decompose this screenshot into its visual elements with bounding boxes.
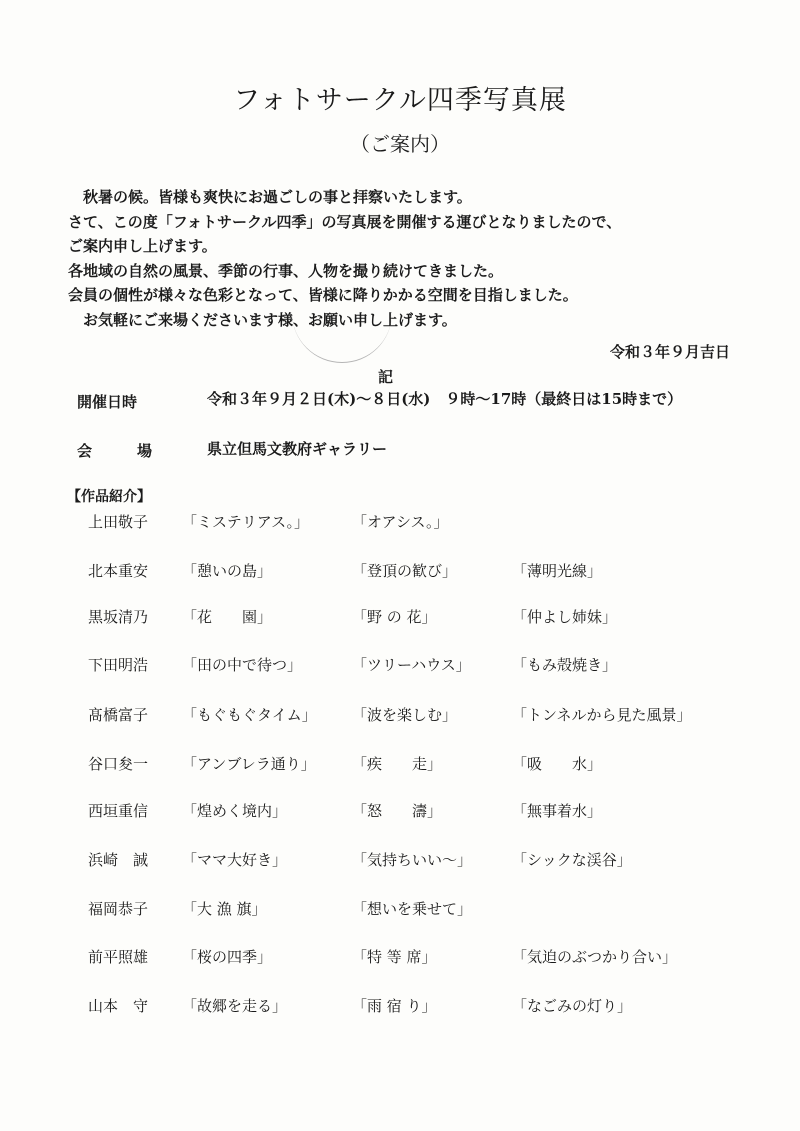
schedule-label: 開催日時 <box>77 393 138 411</box>
work-title: 「吸 水」 <box>512 755 603 773</box>
work-title: 「波を楽しむ」 <box>352 706 458 724</box>
work-title: 「薄明光線」 <box>512 562 603 580</box>
work-row <box>0 753 800 781</box>
work-title: 「シックな渓谷」 <box>512 851 632 869</box>
work-title: 「オアシス。」 <box>352 513 449 531</box>
artist-name: 黒坂清乃 <box>88 608 149 626</box>
work-title: 「ミステリアス。」 <box>182 513 310 531</box>
work-title: 「怒 濤」 <box>352 802 443 820</box>
work-title: 「ママ大好き」 <box>182 851 288 869</box>
venue-label-b: 場 <box>137 442 153 460</box>
work-title: 「桜の四季」 <box>182 948 273 966</box>
stamp-arc <box>292 300 392 363</box>
work-row <box>0 995 800 1023</box>
artist-name: 北本重安 <box>88 562 149 580</box>
work-row <box>0 606 800 634</box>
work-title: 「ツリーハウス」 <box>352 656 471 674</box>
work-row <box>0 560 800 588</box>
work-title: 「もみ殻焼き」 <box>512 656 618 674</box>
work-title: 「登頂の歓び」 <box>352 562 458 580</box>
works-heading: 【作品紹介】 <box>67 489 151 505</box>
work-title: 「アンブレラ通り」 <box>182 755 316 773</box>
artist-name: 下田明浩 <box>88 656 149 674</box>
work-title: 「特 等 席」 <box>352 948 437 966</box>
work-title: 「煌めく境内」 <box>182 802 288 820</box>
page-title: フォトサークル四季写真展 <box>233 85 567 116</box>
intro-line: 秋暑の候。皆様も爽快にお過ごしの事と拝察いたします。 <box>83 188 472 206</box>
work-row <box>0 946 800 974</box>
artist-name: 西垣重信 <box>88 802 149 820</box>
work-title: 「気持ちいい～」 <box>352 851 473 869</box>
work-title: 「大 漁 旗」 <box>182 900 267 918</box>
intro-line: 各地域の自然の風景、季節の行事、人物を撮り続けてきました。 <box>68 261 504 280</box>
work-title: 「野 の 花」 <box>352 608 437 626</box>
intro-line: お気軽にご来場くださいます様、お願い申し上げます。 <box>83 310 457 329</box>
schedule-value: 令和３年９月２日(木)～８日(水) ９時～17時（最終日は15時まで） <box>207 390 683 408</box>
ki-heading: 記 <box>378 368 394 386</box>
work-title: 「トンネルから見た風景」 <box>512 706 692 724</box>
artist-name: 髙橋富子 <box>88 706 149 724</box>
artist-name: 山本 守 <box>88 997 149 1015</box>
work-row <box>0 898 800 926</box>
artist-name: 福岡恭子 <box>88 900 149 918</box>
work-title: 「想いを乗せて」 <box>352 900 473 918</box>
work-title: 「花 園」 <box>182 608 273 626</box>
intro-line: さて、この度「フォトサークル四季」の写真展を開催する運びとなりましたので、 <box>68 212 622 231</box>
artist-name: 浜崎 誠 <box>88 851 149 869</box>
artist-name: 谷口夋一 <box>88 755 149 773</box>
work-title: 「仲よし姉妹」 <box>512 608 618 626</box>
work-title: 「憩いの島」 <box>182 562 273 580</box>
venue-value: 県立但馬文教府ギャラリー <box>207 440 388 458</box>
work-title: 「雨 宿 り」 <box>352 997 437 1015</box>
intro-text <box>68 185 758 332</box>
work-row <box>0 849 800 877</box>
issue-date: 令和３年９月吉日 <box>609 343 730 361</box>
intro-line: ご案内申し上げます。 <box>68 237 217 255</box>
venue-label-a: 会 <box>77 442 93 460</box>
work-title: 「もぐもぐタイム」 <box>182 706 317 724</box>
artist-name: 上田敬子 <box>88 513 149 531</box>
work-title: 「気迫のぶつかり合い」 <box>512 948 678 966</box>
work-row <box>0 704 800 732</box>
work-title: 「田の中で待つ」 <box>182 656 303 674</box>
work-row <box>0 511 800 539</box>
work-row <box>0 654 800 682</box>
work-title: 「故郷を走る」 <box>182 997 288 1015</box>
page-subtitle: （ご案内） <box>350 132 450 156</box>
artist-name: 前平照雄 <box>88 948 149 966</box>
work-row <box>0 800 800 828</box>
work-title: 「無事着水」 <box>512 802 603 820</box>
venue-label <box>77 440 197 461</box>
work-title: 「なごみの灯り」 <box>512 997 633 1015</box>
work-title: 「疾 走」 <box>352 755 443 773</box>
intro-line: 会員の個性が様々な色彩となって、皆様に降りかかる空間を目指しました。 <box>68 286 578 304</box>
